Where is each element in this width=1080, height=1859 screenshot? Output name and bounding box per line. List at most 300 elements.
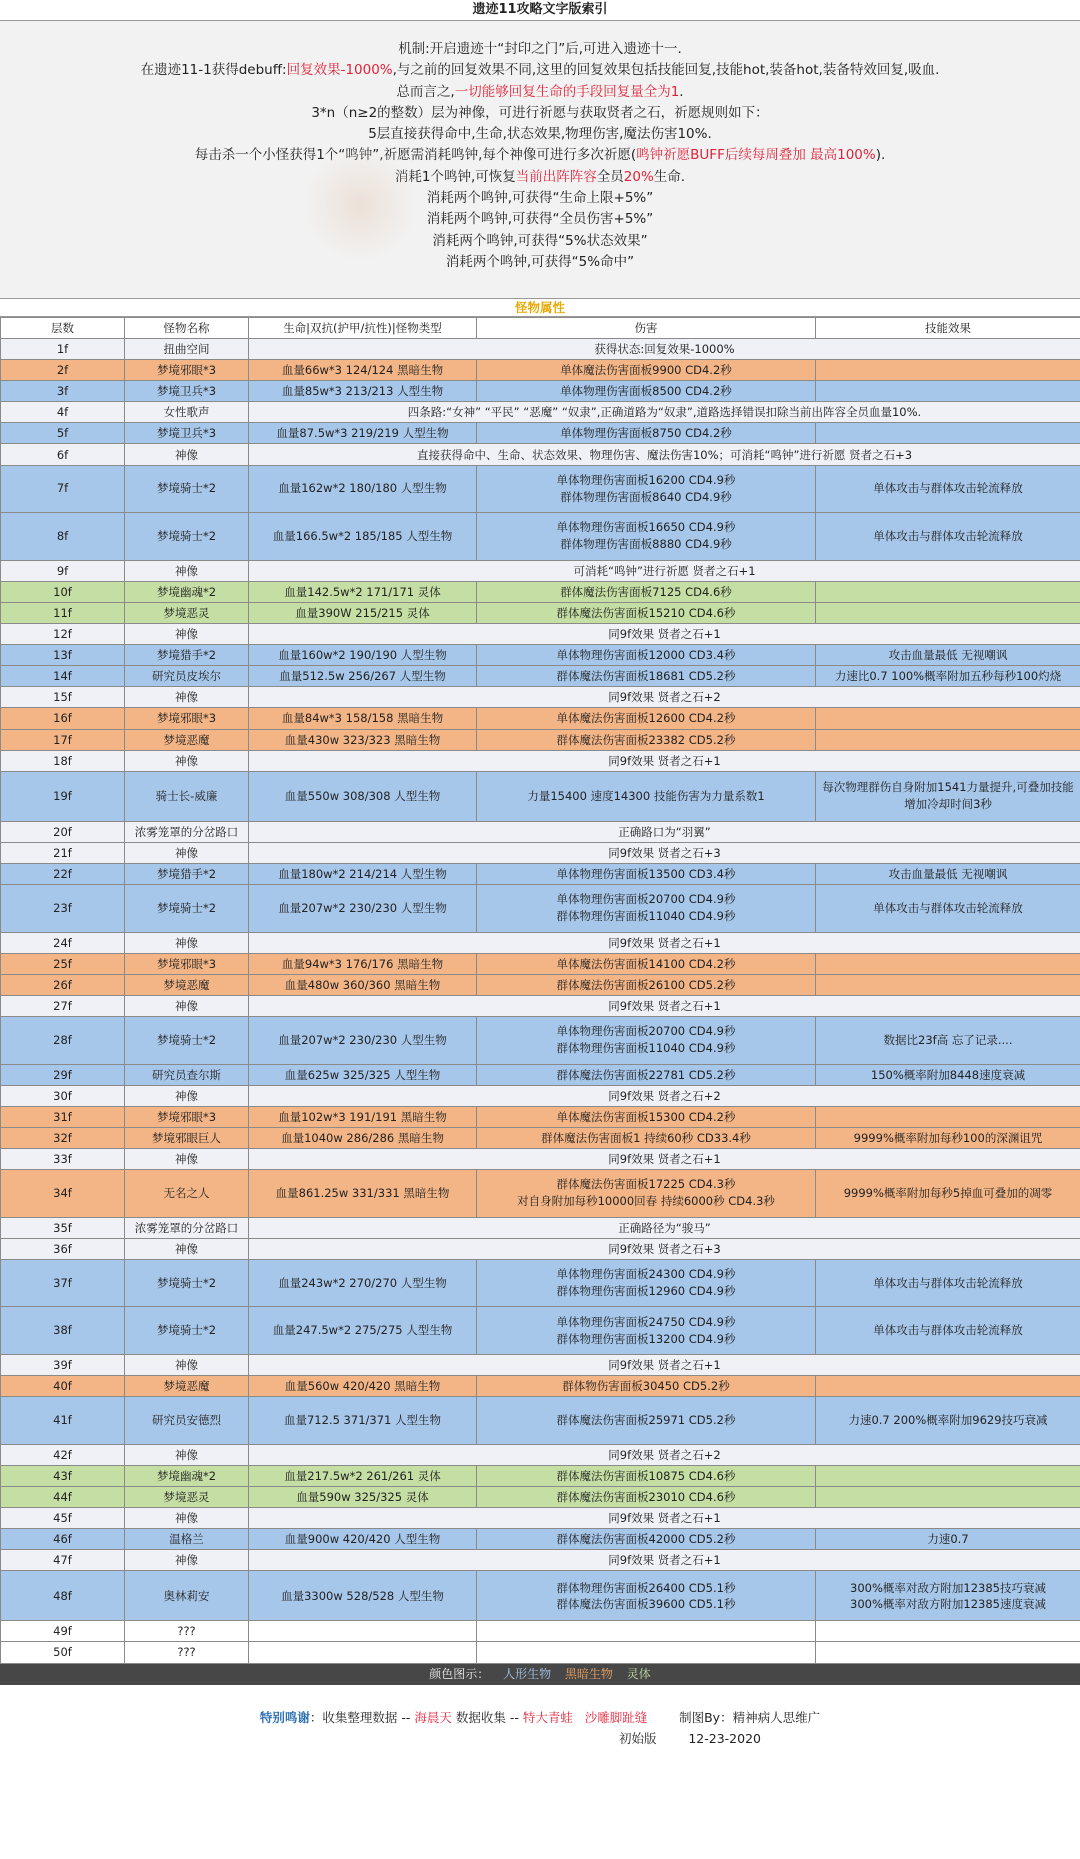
stats-cell: 血量900w 420/420 人型生物: [249, 1529, 477, 1550]
wide-info-cell: 直接获得命中、生命、状态效果、物理伤害、魔法伤害10%；可消耗“鸣钟”进行祈愿 贤者之石+3: [249, 444, 1080, 465]
header-damage: 伤害: [477, 318, 816, 339]
floor-cell: 33f: [1, 1148, 125, 1169]
monster-name-cell: 神像: [125, 444, 249, 465]
floor-cell: 4f: [1, 402, 125, 423]
floor-cell: 3f: [1, 381, 125, 402]
table-row: [1, 1376, 1080, 1397]
damage-cell: 群体魔法伤害面板15210 CD4.6秒: [477, 602, 816, 623]
color-legend: [0, 1664, 1080, 1685]
monster-name-cell: 神像: [125, 624, 249, 645]
damage-cell: [477, 1642, 816, 1663]
version-date: 12-23-2020: [688, 1730, 761, 1746]
skill-cell: [816, 1465, 1080, 1486]
monster-name-cell: 梦境恶魔: [125, 1376, 249, 1397]
wide-info-cell: 正确路径为“骏马”: [249, 1217, 1080, 1238]
floor-cell: 17f: [1, 729, 125, 750]
monster-name-cell: 神像: [125, 1508, 249, 1529]
stats-cell: 血量560w 420/420 黑暗生物: [249, 1376, 477, 1397]
floor-cell: 13f: [1, 645, 125, 666]
wide-info-cell: 同9f效果 贤者之石+3: [249, 842, 1080, 863]
floor-cell: 34f: [1, 1170, 125, 1218]
damage-cell: 力量15400 速度14300 技能伤害为力量系数1: [477, 771, 816, 821]
table-row: [1, 1642, 1080, 1663]
floor-cell: 32f: [1, 1127, 125, 1148]
floor-cell: 6f: [1, 444, 125, 465]
damage-cell: 群体物伤害面板30450 CD5.2秒: [477, 1376, 816, 1397]
legend-spirit: 灵体: [626, 1666, 651, 1681]
monster-name-cell: 神像: [125, 1444, 249, 1465]
wide-info-cell: 四条路:“女神” “平民” “恶魔” “奴隶”,正确道路为“奴隶”,道路选择错误扣除当前出阵容全员血量10%.: [249, 402, 1080, 423]
skill-cell: 9999%概率附加每秒5掉血可叠加的凋零: [816, 1170, 1080, 1218]
skill-cell: 攻击血量最低 无视嘲讽: [816, 863, 1080, 884]
table-row: [1, 666, 1080, 687]
table-row: [1, 339, 1080, 360]
monster-name-cell: 研究员查尔斯: [125, 1064, 249, 1085]
table-row: [1, 1016, 1080, 1064]
floor-cell: 35f: [1, 1217, 125, 1238]
skill-cell: 单体攻击与群体攻击轮流释放: [816, 1259, 1080, 1307]
monster-name-cell: 梦境邪眼*3: [125, 1106, 249, 1127]
stats-cell: [249, 1621, 477, 1642]
monster-name-cell: 梦境邪眼巨人: [125, 1127, 249, 1148]
table-row: [1, 560, 1080, 581]
contributor-2: 特大青蛙: [522, 1709, 573, 1725]
table-row: [1, 1465, 1080, 1486]
monster-name-cell: 女性歌声: [125, 402, 249, 423]
legend-dark: 黑暗生物: [564, 1666, 613, 1681]
stats-cell: 血量142.5w*2 171/171 灵体: [249, 581, 477, 602]
damage-cell: 群体物理伤害面板26400 CD5.1秒 群体魔法伤害面板39600 CD5.1秒: [477, 1571, 816, 1621]
sleigh-watermark: [300, 150, 420, 260]
skill-cell: [816, 381, 1080, 402]
skill-cell: 300%概率对敌方附加12385技巧衰减 300%概率对敌方附加12385速度衰减: [816, 1571, 1080, 1621]
wide-info-cell: 同9f效果 贤者之石+1: [249, 1550, 1080, 1571]
damage-cell: 单体物理伤害面板24300 CD4.9秒 群体物理伤害面板12960 CD4.9秒: [477, 1259, 816, 1307]
stats-cell: 血量430w 323/323 黑暗生物: [249, 729, 477, 750]
skill-cell: 单体攻击与群体攻击轮流释放: [816, 513, 1080, 561]
stats-cell: 血量162w*2 180/180 人型生物: [249, 465, 477, 513]
monster-name-cell: 神像: [125, 1354, 249, 1375]
table-row: [1, 624, 1080, 645]
mech-line-3: 总而言之,一切能够回复生命的手段回复量全为1.: [396, 83, 684, 100]
damage-cell: 单体魔法伤害面板12600 CD4.2秒: [477, 708, 816, 729]
floor-cell: 38f: [1, 1307, 125, 1355]
monster-name-cell: 扭曲空间: [125, 339, 249, 360]
skill-cell: 单体攻击与群体攻击轮流释放: [816, 884, 1080, 932]
stats-cell: 血量94w*3 176/176 黑暗生物: [249, 953, 477, 974]
table-row: [1, 953, 1080, 974]
wide-info-cell: 同9f效果 贤者之石+2: [249, 1444, 1080, 1465]
monster-name-cell: 骑士长-威廉: [125, 771, 249, 821]
monster-name-cell: 神像: [125, 995, 249, 1016]
stats-cell: 血量512.5w 256/267 人型生物: [249, 666, 477, 687]
monster-name-cell: 神像: [125, 1550, 249, 1571]
wide-info-cell: 同9f效果 贤者之石+1: [249, 1354, 1080, 1375]
monster-name-cell: 梦境恶灵: [125, 602, 249, 623]
mech-line-7: 消耗1个鸣钟,可恢复当前出阵阵容全员20%生命.: [394, 168, 686, 185]
table-row: [1, 1064, 1080, 1085]
table-row: [1, 465, 1080, 513]
damage-cell: [477, 1621, 816, 1642]
table-row: [1, 1217, 1080, 1238]
skill-cell: [816, 423, 1080, 444]
stats-cell: 血量3300w 528/528 人型生物: [249, 1571, 477, 1621]
monster-name-cell: 梦境邪眼*3: [125, 953, 249, 974]
version-line: [0, 1728, 1080, 1749]
damage-cell: 单体物理伤害面板20700 CD4.9秒 群体物理伤害面板11040 CD4.9秒: [477, 1016, 816, 1064]
table-row: [1, 1508, 1080, 1529]
wide-info-cell: 同9f效果 贤者之石+2: [249, 1085, 1080, 1106]
stats-cell: 血量207w*2 230/230 人型生物: [249, 884, 477, 932]
mech-line-8: 消耗两个鸣钟,可获得“生命上限+5%”: [426, 190, 654, 207]
wide-info-cell: 同9f效果 贤者之石+1: [249, 932, 1080, 953]
table-row: [1, 1486, 1080, 1507]
mechanics-panel: [0, 21, 1080, 299]
monster-name-cell: 神像: [125, 560, 249, 581]
skill-cell: 每次物理群伤自身附加1541力量提升,可叠加技能增加冷却时间3秒: [816, 771, 1080, 821]
table-row: [1, 1307, 1080, 1355]
monster-name-cell: 浓雾笼罩的分岔路口: [125, 821, 249, 842]
table-row: [1, 1444, 1080, 1465]
mech-line-5: 5层直接获得命中,生命,状态效果,物理伤害,魔法伤害10%.: [368, 126, 712, 143]
monster-name-cell: 梦境卫兵*3: [125, 423, 249, 444]
damage-cell: 单体魔法伤害面板9900 CD4.2秒: [477, 360, 816, 381]
table-row: [1, 1148, 1080, 1169]
stats-cell: 血量247.5w*2 275/275 人型生物: [249, 1307, 477, 1355]
skill-cell: [816, 1106, 1080, 1127]
stats-cell: 血量712.5 371/371 人型生物: [249, 1397, 477, 1445]
skill-cell: 力速0.7: [816, 1529, 1080, 1550]
monster-name-cell: 神像: [125, 1148, 249, 1169]
floor-cell: 26f: [1, 974, 125, 995]
monster-name-cell: 梦境猎手*2: [125, 863, 249, 884]
monster-name-cell: 无名之人: [125, 1170, 249, 1218]
skill-cell: 力速0.7 200%概率附加9629技巧衰减: [816, 1397, 1080, 1445]
table-row: [1, 360, 1080, 381]
skill-cell: 攻击血量最低 无视嘲讽: [816, 645, 1080, 666]
floor-cell: 18f: [1, 750, 125, 771]
floor-cell: 28f: [1, 1016, 125, 1064]
page-title: 遗迹11攻略文字版索引: [0, 0, 1080, 21]
mech-line-1: 机制:开启遗迹十“封印之门”后,可进入遗迹十一.: [398, 41, 682, 57]
floor-cell: 21f: [1, 842, 125, 863]
stats-cell: 血量861.25w 331/331 黑暗生物: [249, 1170, 477, 1218]
wide-info-cell: 可消耗“鸣钟”进行祈愿 贤者之石+1: [249, 560, 1080, 581]
credits-footer: [0, 1685, 1080, 1749]
damage-cell: 单体物理伤害面板16200 CD4.9秒 群体物理伤害面板8640 CD4.9秒: [477, 465, 816, 513]
table-row: [1, 821, 1080, 842]
floor-cell: 47f: [1, 1550, 125, 1571]
skill-cell: 9999%概率附加每秒100的深渊诅咒: [816, 1127, 1080, 1148]
monster-name-cell: 梦境恶魔: [125, 729, 249, 750]
floor-cell: 15f: [1, 687, 125, 708]
stats-cell: 血量207w*2 230/230 人型生物: [249, 1016, 477, 1064]
skill-cell: [816, 953, 1080, 974]
wide-info-cell: 同9f效果 贤者之石+3: [249, 1238, 1080, 1259]
monster-name-cell: 梦境猎手*2: [125, 645, 249, 666]
floor-cell: 10f: [1, 581, 125, 602]
floor-cell: 25f: [1, 953, 125, 974]
floor-cell: 7f: [1, 465, 125, 513]
damage-cell: 群体魔法伤害面板23382 CD5.2秒: [477, 729, 816, 750]
damage-cell: 单体物理伤害面板13500 CD3.4秒: [477, 863, 816, 884]
version-label: 初始版: [619, 1730, 657, 1746]
floor-cell: 22f: [1, 863, 125, 884]
floor-cell: 23f: [1, 884, 125, 932]
table-row: [1, 884, 1080, 932]
damage-cell: 群体魔法伤害面板22781 CD5.2秒: [477, 1064, 816, 1085]
monster-name-cell: 神像: [125, 1085, 249, 1106]
floor-cell: 36f: [1, 1238, 125, 1259]
damage-cell: 单体魔法伤害面板14100 CD4.2秒: [477, 953, 816, 974]
damage-cell: 群体魔法伤害面板18681 CD5.2秒: [477, 666, 816, 687]
stats-cell: 血量84w*3 158/158 黑暗生物: [249, 708, 477, 729]
table-row: [1, 708, 1080, 729]
monster-name-cell: 梦境邪眼*3: [125, 360, 249, 381]
table-row: [1, 1397, 1080, 1445]
floor-cell: 43f: [1, 1465, 125, 1486]
table-row: [1, 1106, 1080, 1127]
stats-cell: 血量85w*3 213/213 人型生物: [249, 381, 477, 402]
skill-cell: 150%概率附加8448速度衰减: [816, 1064, 1080, 1085]
wide-info-cell: 同9f效果 贤者之石+1: [249, 995, 1080, 1016]
skill-cell: 单体攻击与群体攻击轮流释放: [816, 465, 1080, 513]
wide-info-cell: 同9f效果 贤者之石+1: [249, 624, 1080, 645]
stats-cell: 血量550w 308/308 人型生物: [249, 771, 477, 821]
monster-name-cell: 浓雾笼罩的分岔路口: [125, 1217, 249, 1238]
floor-cell: 44f: [1, 1486, 125, 1507]
monster-name-cell: 温格兰: [125, 1529, 249, 1550]
table-row: [1, 771, 1080, 821]
damage-cell: 单体物理伤害面板12000 CD3.4秒: [477, 645, 816, 666]
damage-cell: 群体魔法伤害面板25971 CD5.2秒: [477, 1397, 816, 1445]
wide-info-cell: 正确路口为“羽翼”: [249, 821, 1080, 842]
table-row: [1, 863, 1080, 884]
skill-cell: [816, 1621, 1080, 1642]
floor-cell: 46f: [1, 1529, 125, 1550]
table-row: [1, 932, 1080, 953]
mech-line-10: 消耗两个鸣钟,可获得“5%状态效果”: [432, 232, 648, 249]
table-row: [1, 1550, 1080, 1571]
floor-cell: 2f: [1, 360, 125, 381]
stats-cell: 血量180w*2 214/214 人型生物: [249, 863, 477, 884]
monster-name-cell: 神像: [125, 687, 249, 708]
table-row: [1, 602, 1080, 623]
floor-cell: 29f: [1, 1064, 125, 1085]
skill-cell: 单体攻击与群体攻击轮流释放: [816, 1307, 1080, 1355]
wide-info-cell: 同9f效果 贤者之石+2: [249, 687, 1080, 708]
table-row: [1, 687, 1080, 708]
floor-cell: 24f: [1, 932, 125, 953]
table-row: [1, 974, 1080, 995]
legend-human: 人形生物: [503, 1666, 552, 1681]
credits-line: 特别鸣谢：收集整理数据 -- 海晨天 数据收集 -- 特大青蛙 沙雕脚趾缝 制图By：精神病人思维广: [259, 1709, 821, 1725]
skill-cell: [816, 602, 1080, 623]
table-row: [1, 402, 1080, 423]
contributor-3: 沙雕脚趾缝: [584, 1709, 648, 1725]
table-header-row: [1, 318, 1080, 339]
table-row: [1, 444, 1080, 465]
monster-name-cell: 神像: [125, 1238, 249, 1259]
damage-cell: 单体物理伤害面板8750 CD4.2秒: [477, 423, 816, 444]
skill-cell: [816, 1486, 1080, 1507]
table-row: [1, 1354, 1080, 1375]
monster-name-cell: 梦境骑士*2: [125, 513, 249, 561]
monster-name-cell: 研究员安德烈: [125, 1397, 249, 1445]
wide-info-cell: 同9f效果 贤者之石+1: [249, 1508, 1080, 1529]
monster-name-cell: 神像: [125, 932, 249, 953]
stats-cell: 血量390W 215/215 灵体: [249, 602, 477, 623]
table-row: [1, 1259, 1080, 1307]
maker-credit: 制图By：精神病人思维广: [679, 1709, 821, 1725]
floor-cell: 45f: [1, 1508, 125, 1529]
floor-cell: 14f: [1, 666, 125, 687]
mech-line-4: 3*n（n≥2的整数）层为神像，可进行祈愿与获取贤者之石，祈愿规则如下：: [311, 104, 769, 121]
monster-name-cell: 神像: [125, 750, 249, 771]
table-row: [1, 1127, 1080, 1148]
stats-cell: 血量87.5w*3 219/219 人型生物: [249, 423, 477, 444]
damage-cell: 单体物理伤害面板20700 CD4.9秒 群体物理伤害面板11040 CD4.9秒: [477, 884, 816, 932]
monster-name-cell: 梦境骑士*2: [125, 465, 249, 513]
floor-cell: 11f: [1, 602, 125, 623]
monster-name-cell: 梦境幽魂*2: [125, 1465, 249, 1486]
monster-name-cell: 梦境邪眼*3: [125, 708, 249, 729]
floor-cell: 50f: [1, 1642, 125, 1663]
stats-cell: 血量160w*2 190/190 人型生物: [249, 645, 477, 666]
table-row: [1, 729, 1080, 750]
header-stats: 生命|双抗(护甲/抗性)|怪物类型: [249, 318, 477, 339]
table-row: [1, 645, 1080, 666]
floor-cell: 39f: [1, 1354, 125, 1375]
monster-name-cell: 梦境恶魔: [125, 974, 249, 995]
damage-cell: 群体魔法伤害面板42000 CD5.2秒: [477, 1529, 816, 1550]
mech-line-2: 在遗迹11-1获得debuff:回复效果-1000%,与之前的回复效果不同,这里的回复效果包括技能回复,技能hot,装备hot,装备特效回复,吸血.: [140, 62, 940, 79]
monster-name-cell: 梦境卫兵*3: [125, 381, 249, 402]
table-row: [1, 381, 1080, 402]
floor-cell: 5f: [1, 423, 125, 444]
monster-name-cell: 梦境骑士*2: [125, 884, 249, 932]
table-row: [1, 423, 1080, 444]
header-skill-effect: 技能效果: [816, 318, 1080, 339]
skill-cell: 力速比0.7 100%概率附加五秒每秒100灼烧: [816, 666, 1080, 687]
monster-name-cell: 梦境骑士*2: [125, 1016, 249, 1064]
table-row: [1, 1529, 1080, 1550]
monster-name-cell: 梦境幽魂*2: [125, 581, 249, 602]
table-row: [1, 513, 1080, 561]
table-row: [1, 1621, 1080, 1642]
floor-cell: 1f: [1, 339, 125, 360]
damage-cell: 群体魔法伤害面板1 持续60秒 CD33.4秒: [477, 1127, 816, 1148]
monster-name-cell: 神像: [125, 842, 249, 863]
monster-name-cell: 梦境骑士*2: [125, 1259, 249, 1307]
floor-cell: 40f: [1, 1376, 125, 1397]
damage-cell: 单体物理伤害面板8500 CD4.2秒: [477, 381, 816, 402]
damage-cell: 群体魔法伤害面板7125 CD4.6秒: [477, 581, 816, 602]
damage-cell: 群体魔法伤害面板17225 CD4.3秒 对自身附加每秒10000回春 持续6000秒 CD4.3秒: [477, 1170, 816, 1218]
table-row: [1, 995, 1080, 1016]
skill-cell: [816, 729, 1080, 750]
stats-cell: 血量625w 325/325 人型生物: [249, 1064, 477, 1085]
skill-cell: [816, 974, 1080, 995]
monster-name-cell: 梦境恶灵: [125, 1486, 249, 1507]
stats-cell: 血量590w 325/325 灵体: [249, 1486, 477, 1507]
table-row: [1, 842, 1080, 863]
wide-info-cell: 获得状态:回复效果-1000%: [249, 339, 1080, 360]
stats-cell: 血量243w*2 270/270 人型生物: [249, 1259, 477, 1307]
header-floor: 层数: [1, 318, 125, 339]
floor-cell: 31f: [1, 1106, 125, 1127]
stats-cell: 血量217.5w*2 261/261 灵体: [249, 1465, 477, 1486]
monster-name-cell: 奥林莉安: [125, 1571, 249, 1621]
stats-cell: 血量66w*3 124/124 黑暗生物: [249, 360, 477, 381]
monster-name-cell: 研究员皮埃尔: [125, 666, 249, 687]
damage-cell: 单体物理伤害面板24750 CD4.9秒 群体物理伤害面板13200 CD4.9秒: [477, 1307, 816, 1355]
table-row: [1, 581, 1080, 602]
skill-cell: [816, 708, 1080, 729]
wide-info-cell: 同9f效果 贤者之石+1: [249, 750, 1080, 771]
floor-cell: 41f: [1, 1397, 125, 1445]
skill-cell: [816, 1642, 1080, 1663]
monster-name-cell: ???: [125, 1621, 249, 1642]
stats-cell: 血量102w*3 191/191 黑暗生物: [249, 1106, 477, 1127]
stats-cell: 血量480w 360/360 黑暗生物: [249, 974, 477, 995]
header-monster-name: 怪物名称: [125, 318, 249, 339]
stats-cell: 血量166.5w*2 185/185 人型生物: [249, 513, 477, 561]
stats-cell: 血量1040w 286/286 黑暗生物: [249, 1127, 477, 1148]
legend-label: 颜色图示：: [429, 1666, 490, 1681]
floor-cell: 49f: [1, 1621, 125, 1642]
monster-name-cell: 梦境骑士*2: [125, 1307, 249, 1355]
mech-line-6: 每击杀一个小怪获得1个“鸣钟”,祈愿需消耗鸣钟,每个神像可进行多次祈愿(鸣钟祈愿BUFF后续每周叠加 最高100%).: [194, 147, 886, 164]
monster-name-cell: ???: [125, 1642, 249, 1663]
mech-line-11: 消耗两个鸣钟,可获得“5%命中”: [445, 253, 635, 270]
table-row: [1, 1085, 1080, 1106]
damage-cell: 群体魔法伤害面板26100 CD5.2秒: [477, 974, 816, 995]
monster-table: [0, 317, 1080, 1664]
damage-cell: 群体魔法伤害面板23010 CD4.6秒: [477, 1486, 816, 1507]
floor-cell: 48f: [1, 1571, 125, 1621]
floor-cell: 27f: [1, 995, 125, 1016]
skill-cell: 数据比23f高 忘了记录....: [816, 1016, 1080, 1064]
floor-cell: 37f: [1, 1259, 125, 1307]
wide-info-cell: 同9f效果 贤者之石+1: [249, 1148, 1080, 1169]
skill-cell: [816, 360, 1080, 381]
floor-cell: 8f: [1, 513, 125, 561]
table-row: [1, 1170, 1080, 1218]
floor-cell: 42f: [1, 1444, 125, 1465]
table-row: [1, 1238, 1080, 1259]
floor-cell: 20f: [1, 821, 125, 842]
floor-cell: 12f: [1, 624, 125, 645]
section-title: 怪物属性: [0, 299, 1080, 317]
floor-cell: 16f: [1, 708, 125, 729]
floor-cell: 19f: [1, 771, 125, 821]
floor-cell: 30f: [1, 1085, 125, 1106]
floor-cell: 9f: [1, 560, 125, 581]
damage-cell: 单体魔法伤害面板15300 CD4.2秒: [477, 1106, 816, 1127]
skill-cell: [816, 1376, 1080, 1397]
contributor-1: 海晨天: [414, 1709, 452, 1725]
stats-cell: [249, 1642, 477, 1663]
thanks-label: 特别鸣谢: [259, 1709, 310, 1725]
damage-cell: 单体物理伤害面板16650 CD4.9秒 群体物理伤害面板8880 CD4.9秒: [477, 513, 816, 561]
skill-cell: [816, 581, 1080, 602]
damage-cell: 群体魔法伤害面板10875 CD4.6秒: [477, 1465, 816, 1486]
table-row: [1, 750, 1080, 771]
mech-line-9: 消耗两个鸣钟,可获得“全员伤害+5%”: [426, 211, 654, 228]
table-row: [1, 1571, 1080, 1621]
table-body: [1, 339, 1080, 1664]
